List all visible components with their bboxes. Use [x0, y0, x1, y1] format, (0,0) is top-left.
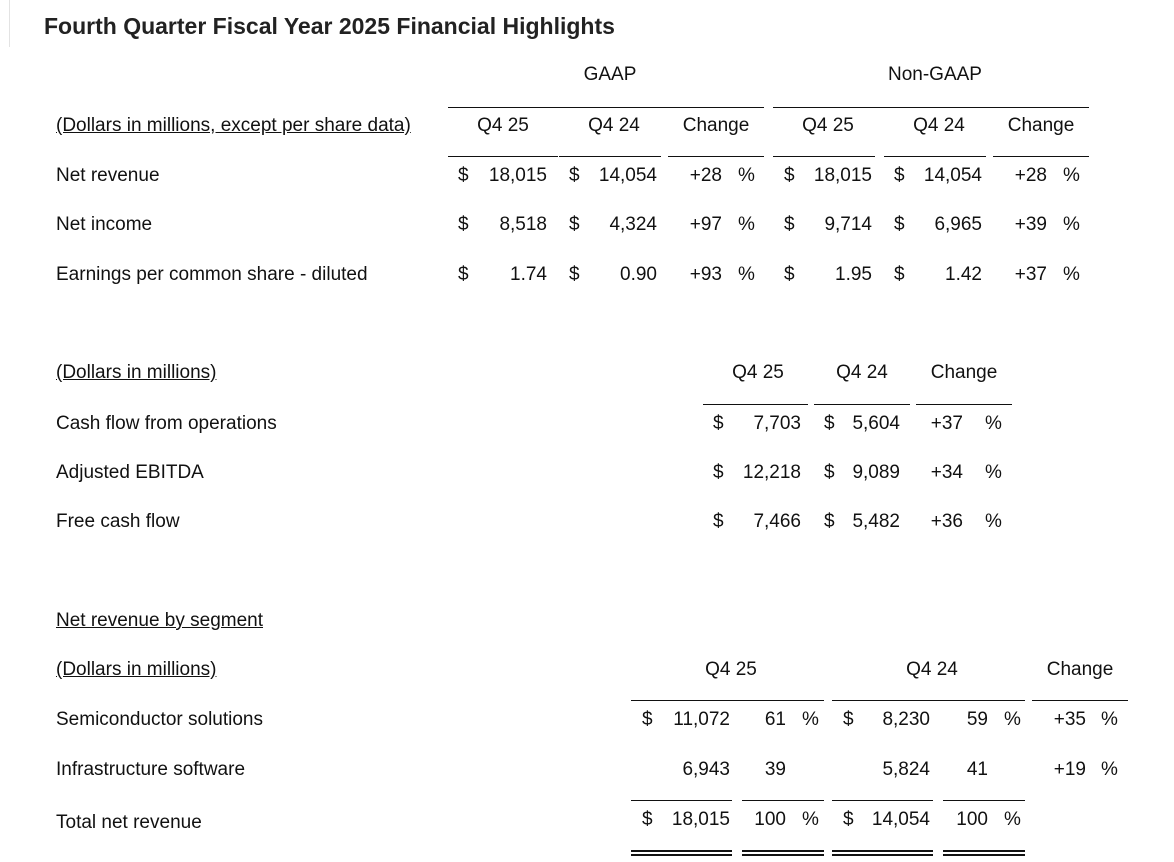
row-label: Net income: [56, 214, 153, 235]
dollar-sign: $: [784, 165, 795, 186]
gaap-q425-value: 18,015: [488, 165, 547, 186]
nongaap-q424-value: 14,054: [923, 165, 982, 186]
q424-share: 100: [956, 809, 988, 830]
q425-share: 100: [754, 809, 786, 830]
col-header: Q4 24: [588, 115, 640, 136]
change-value: +36: [930, 511, 963, 532]
page-title: Fourth Quarter Fiscal Year 2025 Financial Highlights: [44, 13, 615, 39]
col-header: Q4 25: [477, 115, 529, 136]
col-header: Change: [930, 362, 998, 383]
col-header: Q4 25: [802, 115, 854, 136]
percent-sign: %: [985, 462, 1002, 483]
gaap-group-rule: [448, 107, 764, 108]
dollar-sign: $: [843, 809, 854, 830]
unit-label: (Dollars in millions): [56, 659, 217, 680]
q424-share: 59: [966, 709, 988, 730]
row-label: Infrastructure software: [56, 759, 246, 780]
unit-label: (Dollars in millions): [56, 362, 217, 383]
dollar-sign: $: [713, 413, 724, 434]
col-header: Q4 24: [913, 115, 965, 136]
change-value: +19: [1053, 759, 1086, 780]
gaap-change-value: +97: [689, 214, 722, 235]
header-rule: [884, 156, 986, 157]
col-header: Q4 25: [732, 362, 784, 383]
nongaap-change-value: +28: [1014, 165, 1047, 186]
row-label: Cash flow from operations: [56, 413, 277, 434]
total-double-rule: [742, 850, 824, 856]
q425-share: 39: [764, 759, 786, 780]
q424-value: 5,604: [852, 413, 900, 434]
nongaap-q424-value: 6,965: [934, 214, 982, 235]
percent-sign: %: [738, 165, 755, 186]
subtotal-rule: [832, 800, 933, 801]
col-header: Q4 25: [705, 659, 757, 680]
q424-share: 41: [966, 759, 988, 780]
header-rule: [703, 404, 808, 405]
q424-value: 8,230: [882, 709, 930, 730]
percent-sign: %: [1063, 214, 1080, 235]
q424-value: 5,482: [852, 511, 900, 532]
subtotal-rule: [943, 800, 1025, 801]
nongaap-group-header: Non-GAAP: [888, 64, 982, 85]
unit-label: (Dollars in millions, except per share data): [56, 115, 411, 136]
percent-sign: %: [802, 709, 819, 730]
gaap-q424-value: 0.90: [620, 264, 657, 285]
col-header: Change: [1007, 115, 1075, 136]
percent-sign: %: [985, 413, 1002, 434]
gaap-q424-value: 4,324: [609, 214, 657, 235]
header-rule: [832, 700, 1025, 701]
header-rule: [814, 404, 910, 405]
change-value: +37: [930, 413, 963, 434]
q425-value: 6,943: [682, 759, 730, 780]
gaap-change-value: +93: [689, 264, 722, 285]
gaap-change-value: +28: [689, 165, 722, 186]
header-rule: [993, 156, 1089, 157]
change-value: +34: [930, 462, 963, 483]
total-double-rule: [832, 850, 933, 856]
header-rule: [1032, 700, 1128, 701]
gaap-q425-value: 1.74: [510, 264, 547, 285]
row-label: Adjusted EBITDA: [56, 462, 204, 483]
section-heading: Net revenue by segment: [56, 610, 264, 631]
dollar-sign: $: [458, 264, 469, 285]
nongaap-group-rule: [773, 107, 1089, 108]
percent-sign: %: [738, 214, 755, 235]
nongaap-q425-value: 9,714: [824, 214, 872, 235]
percent-sign: %: [802, 809, 819, 830]
window-edge: [0, 0, 10, 47]
header-rule: [559, 156, 661, 157]
percent-sign: %: [1101, 709, 1118, 730]
percent-sign: %: [985, 511, 1002, 532]
dollar-sign: $: [642, 809, 653, 830]
dollar-sign: $: [824, 462, 835, 483]
q425-value: 11,072: [673, 709, 730, 730]
col-header: Change: [1046, 659, 1114, 680]
row-label: Semiconductor solutions: [56, 709, 263, 730]
dollar-sign: $: [824, 413, 835, 434]
dollar-sign: $: [569, 264, 580, 285]
nongaap-change-value: +39: [1014, 214, 1047, 235]
total-double-rule: [631, 850, 732, 856]
nongaap-q424-value: 1.42: [945, 264, 982, 285]
dollar-sign: $: [713, 462, 724, 483]
q425-value: 18,015: [671, 809, 730, 830]
dollar-sign: $: [894, 214, 905, 235]
col-header: Q4 24: [836, 362, 888, 383]
dollar-sign: $: [894, 165, 905, 186]
dollar-sign: $: [843, 709, 854, 730]
gaap-group-header: GAAP: [583, 64, 637, 85]
nongaap-q425-value: 18,015: [813, 165, 872, 186]
header-rule: [668, 156, 764, 157]
subtotal-rule: [631, 800, 732, 801]
nongaap-change-value: +37: [1014, 264, 1047, 285]
header-rule: [631, 700, 824, 701]
q425-value: 7,466: [753, 511, 801, 532]
dollar-sign: $: [784, 214, 795, 235]
q424-value: 14,054: [871, 809, 930, 830]
q425-value: 12,218: [742, 462, 801, 483]
header-rule: [773, 156, 875, 157]
col-header: Q4 24: [906, 659, 958, 680]
percent-sign: %: [1063, 264, 1080, 285]
row-label: Total net revenue: [56, 812, 202, 833]
dollar-sign: $: [569, 214, 580, 235]
dollar-sign: $: [894, 264, 905, 285]
gaap-q425-value: 8,518: [499, 214, 547, 235]
percent-sign: %: [1004, 809, 1021, 830]
subtotal-rule: [742, 800, 824, 801]
col-header: Change: [682, 115, 750, 136]
q424-value: 5,824: [882, 759, 930, 780]
dollar-sign: $: [458, 214, 469, 235]
q425-value: 7,703: [753, 413, 801, 434]
change-value: +35: [1053, 709, 1086, 730]
row-label: Free cash flow: [56, 511, 180, 532]
nongaap-q425-value: 1.95: [835, 264, 872, 285]
q425-share: 61: [764, 709, 786, 730]
dollar-sign: $: [824, 511, 835, 532]
dollar-sign: $: [642, 709, 653, 730]
dollar-sign: $: [784, 264, 795, 285]
percent-sign: %: [1101, 759, 1118, 780]
percent-sign: %: [738, 264, 755, 285]
percent-sign: %: [1004, 709, 1021, 730]
header-rule: [916, 404, 1012, 405]
total-double-rule: [943, 850, 1025, 856]
dollar-sign: $: [458, 165, 469, 186]
q424-value: 9,089: [852, 462, 900, 483]
row-label: Earnings per common share - diluted: [56, 264, 368, 285]
dollar-sign: $: [713, 511, 724, 532]
gaap-q424-value: 14,054: [598, 165, 657, 186]
row-label: Net revenue: [56, 165, 160, 186]
dollar-sign: $: [569, 165, 580, 186]
percent-sign: %: [1063, 165, 1080, 186]
header-rule: [448, 156, 558, 157]
